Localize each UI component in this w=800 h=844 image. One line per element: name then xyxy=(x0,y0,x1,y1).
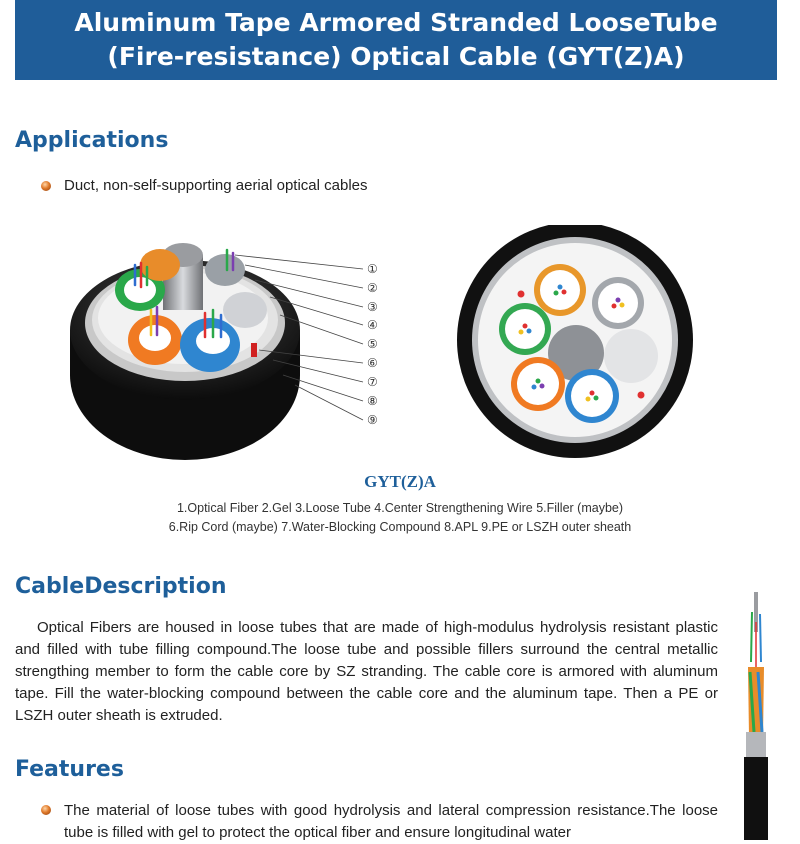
cable-description-text: Optical Fibers are housed in loose tubes that are made of high-modulus hydrolysis resistant plastic and filled with tube filling compound.The loose tube and possible fillers surround the central metallic strengthing member to form the cable core by SZ stranding. The cable core is armored with aluminum tape. Fill the water-blocking compound between the cable core and the aluminum tape. Then a PE or LSZH outer sheath is extruded. xyxy=(15,619,718,724)
cable-cross-section xyxy=(457,225,693,458)
title-line-1: Aluminum Tape Armored Stranded LooseTube xyxy=(74,8,718,37)
callout-2: ② xyxy=(367,281,378,295)
title-banner xyxy=(15,0,777,80)
legend-line-2: 6.Rip Cord (maybe) 7.Water-Blocking Compound 8.APL 9.PE or LSZH outer sheath xyxy=(168,520,632,534)
features-heading: Features xyxy=(15,757,124,782)
applications-heading: Applications xyxy=(15,128,169,153)
bullet-icon xyxy=(41,805,51,815)
callout-7: ⑦ xyxy=(367,375,378,389)
features-item: The material of loose tubes with good hydrolysis and lateral compression resistance.The loose tube is filled with gel to protect the optical fiber and ensure longitudinal water xyxy=(64,802,718,841)
applications-item: Duct, non-self-supporting aerial optical cables xyxy=(64,177,368,194)
diagram-title: GYT(Z)A xyxy=(364,472,436,491)
callout-4: ④ xyxy=(367,318,378,332)
callout-3: ③ xyxy=(367,300,378,314)
cable-diagram xyxy=(55,225,705,475)
cable-description-heading: CableDescription xyxy=(15,574,227,599)
callout-1: ① xyxy=(367,262,378,276)
title-line-2: (Fire-resistance) Optical Cable (GYT(Z)A) xyxy=(107,42,685,71)
callout-9: ⑨ xyxy=(367,413,378,427)
cable-side-image xyxy=(736,592,776,840)
bullet-icon xyxy=(41,181,51,191)
callout-8: ⑧ xyxy=(367,394,378,408)
legend-line-1: 1.Optical Fiber 2.Gel 3.Loose Tube 4.Center Strengthening Wire 5.Filler (maybe) xyxy=(176,501,624,515)
callout-6: ⑥ xyxy=(367,356,378,370)
callout-5: ⑤ xyxy=(367,337,378,351)
cable-3d-view xyxy=(70,243,363,460)
